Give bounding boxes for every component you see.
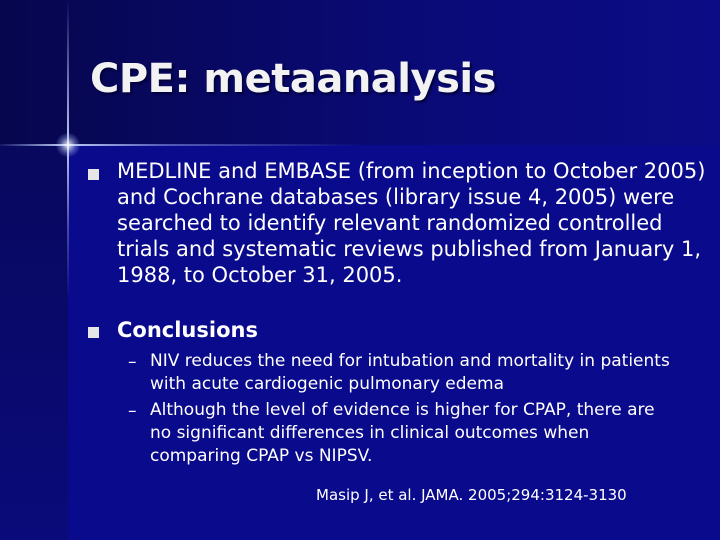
left-band <box>0 145 68 540</box>
dash-marker: – <box>128 352 137 372</box>
bullet-conclusions: Conclusions <box>117 318 258 342</box>
bullet-square-icon <box>88 169 99 180</box>
bullet-square-icon <box>88 327 99 338</box>
conclusion-item-cpap: Although the level of evidence is higher for CPAP, there are no significant differences in clinical outcomes when comparing CPAP vs NIPSV. <box>150 400 655 466</box>
light-flare-icon <box>56 133 80 157</box>
dash-marker: – <box>128 401 137 421</box>
conclusion-item-niv: NIV reduces the need for intubation and mortality in patients with acute cardiogenic pulmonary edema <box>150 351 670 394</box>
bullet-search-strategy: MEDLINE and EMBASE (from inception to October 2005) and Cochrane databases (library issue 4, 2005) were searched to identify relevant randomized controlled trials and systematic reviews published from January 1, 1988, to October 31, 2005. <box>117 159 706 287</box>
horizontal-glow-line <box>0 144 360 146</box>
citation: Masip J, et al. JAMA. 2005;294:3124-3130 <box>316 486 627 504</box>
slide-title: CPE: metaanalysis <box>90 56 496 102</box>
